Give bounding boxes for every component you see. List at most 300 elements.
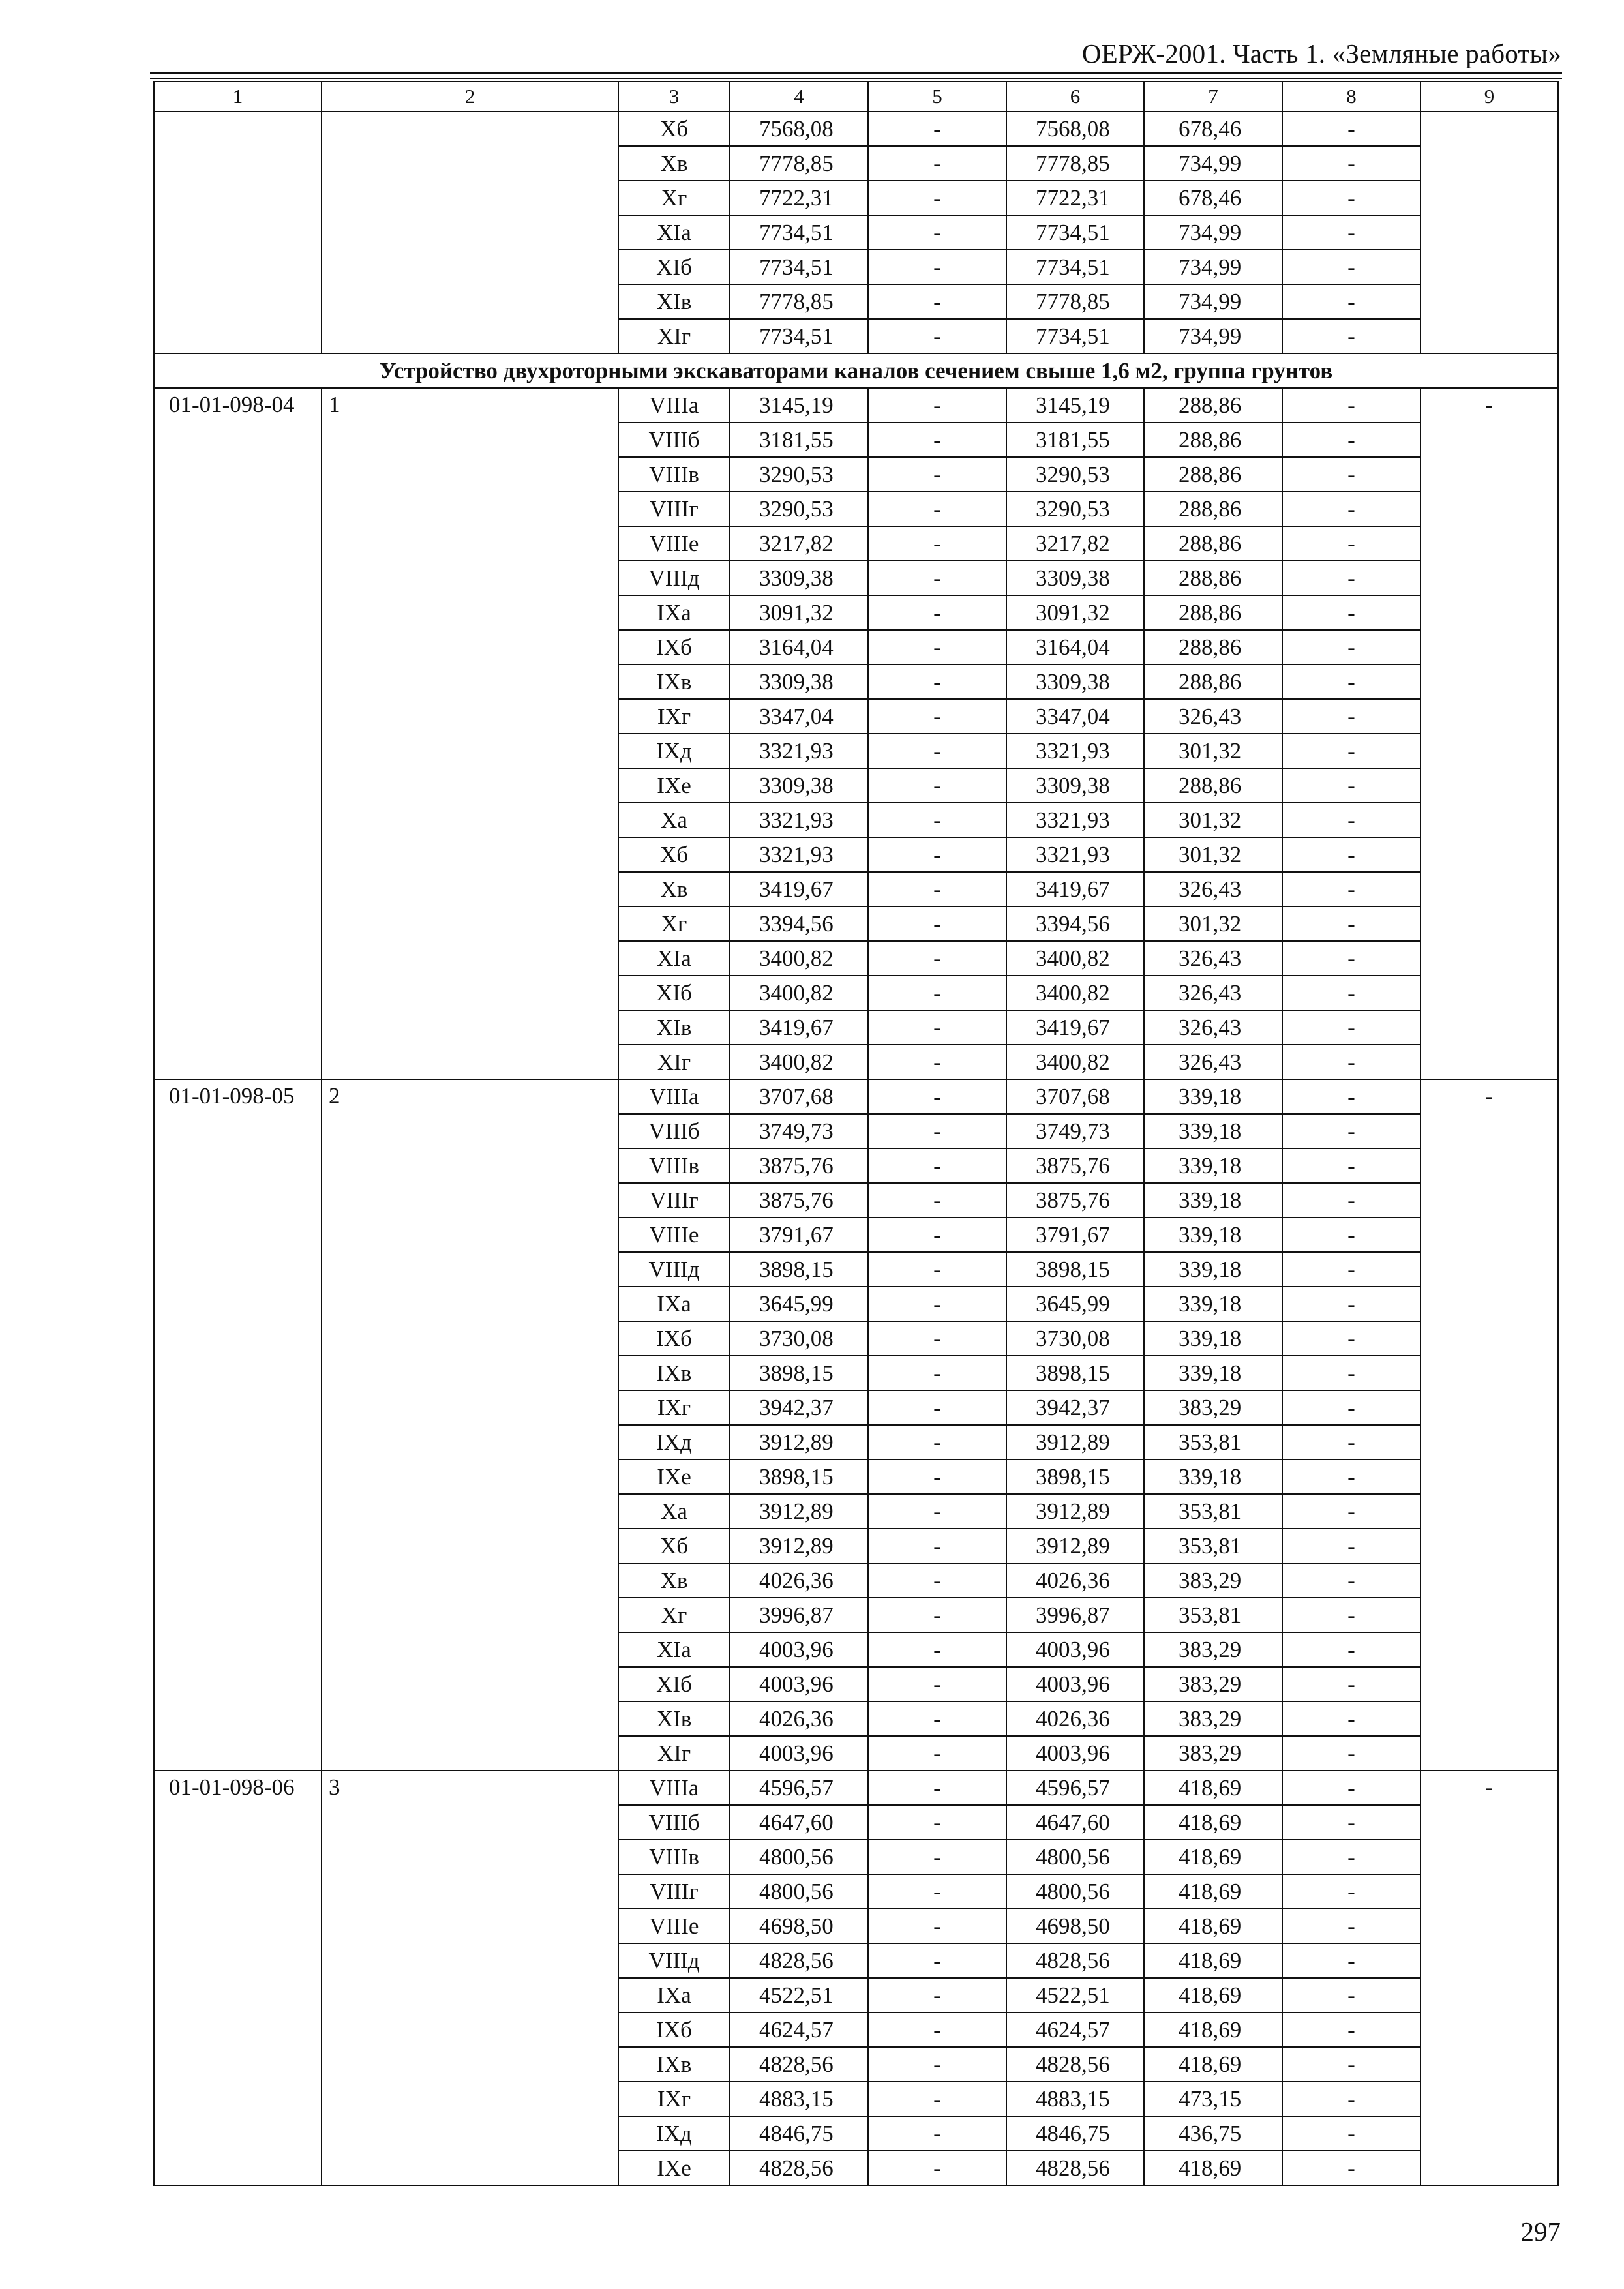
wages-cell: -: [868, 734, 1006, 768]
total-cost-cell: 3707,68: [730, 1079, 868, 1114]
materials-cell: -: [1282, 1632, 1421, 1667]
total-cost-cell: 3419,67: [730, 1010, 868, 1045]
wages-cell: -: [868, 1701, 1006, 1736]
machine-cost-cell: 4026,36: [1006, 1563, 1144, 1598]
soil-group-cell: VIIIд: [618, 1943, 730, 1978]
machine-wages-cell: 734,99: [1144, 284, 1282, 319]
soil-group-cell: IXа: [618, 1287, 730, 1321]
machine-wages-cell: 301,32: [1144, 803, 1282, 837]
total-cost-cell: 7778,85: [730, 146, 868, 181]
soil-group-cell: Xб: [618, 1529, 730, 1563]
soil-group-cell: IXб: [618, 630, 730, 665]
machine-wages-cell: 418,69: [1144, 2047, 1282, 2082]
total-cost-cell: 3645,99: [730, 1287, 868, 1321]
wages-cell: -: [868, 803, 1006, 837]
machine-wages-cell: 339,18: [1144, 1287, 1282, 1321]
machine-cost-cell: 4883,15: [1006, 2082, 1144, 2116]
total-cost-cell: 4647,60: [730, 1805, 868, 1840]
soil-group-cell: VIIIв: [618, 457, 730, 492]
total-cost-cell: 4624,57: [730, 2012, 868, 2047]
labor-cell: -: [1421, 388, 1558, 1079]
machine-wages-cell: 288,86: [1144, 492, 1282, 526]
total-cost-cell: 3912,89: [730, 1425, 868, 1459]
wages-cell: -: [868, 1218, 1006, 1252]
total-cost-cell: 4800,56: [730, 1874, 868, 1909]
materials-cell: -: [1282, 1045, 1421, 1079]
soil-group-cell: VIIIв: [618, 1840, 730, 1874]
machine-wages-cell: 339,18: [1144, 1183, 1282, 1218]
soil-group-cell: IXе: [618, 1459, 730, 1494]
wages-cell: -: [868, 319, 1006, 353]
rate-number-cell: 1: [322, 388, 618, 1079]
wages-cell: -: [868, 1114, 1006, 1148]
materials-cell: -: [1282, 1010, 1421, 1045]
machine-cost-cell: 3309,38: [1006, 768, 1144, 803]
total-cost-cell: 3217,82: [730, 526, 868, 561]
machine-wages-cell: 353,81: [1144, 1425, 1282, 1459]
machine-cost-cell: 3321,93: [1006, 803, 1144, 837]
soil-group-cell: VIIIг: [618, 1874, 730, 1909]
machine-wages-cell: 383,29: [1144, 1667, 1282, 1701]
machine-wages-cell: 326,43: [1144, 941, 1282, 976]
machine-cost-cell: 3347,04: [1006, 699, 1144, 734]
machine-cost-cell: 4800,56: [1006, 1874, 1144, 1909]
total-cost-cell: 3347,04: [730, 699, 868, 734]
total-cost-cell: 3309,38: [730, 561, 868, 595]
soil-group-cell: IXв: [618, 2047, 730, 2082]
wages-cell: -: [868, 837, 1006, 872]
machine-cost-cell: 3875,76: [1006, 1183, 1144, 1218]
materials-cell: -: [1282, 699, 1421, 734]
machine-cost-cell: 7722,31: [1006, 181, 1144, 215]
machine-cost-cell: 3164,04: [1006, 630, 1144, 665]
materials-cell: -: [1282, 1563, 1421, 1598]
materials-cell: -: [1282, 284, 1421, 319]
soil-group-cell: VIIIб: [618, 423, 730, 457]
wages-cell: -: [868, 1978, 1006, 2012]
wages-cell: -: [868, 1010, 1006, 1045]
machine-cost-cell: 3645,99: [1006, 1287, 1144, 1321]
soil-group-cell: VIIIа: [618, 1079, 730, 1114]
materials-cell: -: [1282, 941, 1421, 976]
wages-cell: -: [868, 1632, 1006, 1667]
machine-wages-cell: 339,18: [1144, 1218, 1282, 1252]
total-cost-cell: 3400,82: [730, 1045, 868, 1079]
wages-cell: -: [868, 1390, 1006, 1425]
wages-cell: -: [868, 872, 1006, 906]
materials-cell: -: [1282, 1771, 1421, 1805]
total-cost-cell: 3875,76: [730, 1148, 868, 1183]
machine-wages-cell: 339,18: [1144, 1356, 1282, 1390]
rate-number-cell: [322, 112, 618, 353]
machine-cost-cell: 3791,67: [1006, 1218, 1144, 1252]
machine-wages-cell: 353,81: [1144, 1529, 1282, 1563]
total-cost-cell: 3898,15: [730, 1356, 868, 1390]
materials-cell: -: [1282, 1148, 1421, 1183]
machine-cost-cell: 3321,93: [1006, 837, 1144, 872]
materials-cell: -: [1282, 1183, 1421, 1218]
materials-cell: -: [1282, 1840, 1421, 1874]
wages-cell: -: [868, 1079, 1006, 1114]
machine-wages-cell: 339,18: [1144, 1252, 1282, 1287]
wages-cell: -: [868, 1736, 1006, 1771]
materials-cell: -: [1282, 2012, 1421, 2047]
machine-wages-cell: 339,18: [1144, 1079, 1282, 1114]
total-cost-cell: 4522,51: [730, 1978, 868, 2012]
materials-cell: -: [1282, 630, 1421, 665]
wages-cell: -: [868, 526, 1006, 561]
machine-cost-cell: 3749,73: [1006, 1114, 1144, 1148]
materials-cell: -: [1282, 1252, 1421, 1287]
materials-cell: -: [1282, 1079, 1421, 1114]
machine-wages-cell: 326,43: [1144, 699, 1282, 734]
total-cost-cell: 4828,56: [730, 1943, 868, 1978]
wages-cell: -: [868, 2116, 1006, 2151]
machine-wages-cell: 288,86: [1144, 595, 1282, 630]
soil-group-cell: XIв: [618, 1701, 730, 1736]
wages-cell: -: [868, 1148, 1006, 1183]
soil-group-cell: IXа: [618, 595, 730, 630]
machine-wages-cell: 339,18: [1144, 1114, 1282, 1148]
total-cost-cell: 3898,15: [730, 1459, 868, 1494]
machine-cost-cell: 4003,96: [1006, 1667, 1144, 1701]
wages-cell: -: [868, 2012, 1006, 2047]
machine-cost-cell: 3145,19: [1006, 388, 1144, 423]
machine-cost-cell: 3400,82: [1006, 1045, 1144, 1079]
machine-wages-cell: 383,29: [1144, 1632, 1282, 1667]
soil-group-cell: Xв: [618, 146, 730, 181]
materials-cell: -: [1282, 768, 1421, 803]
total-cost-cell: 3912,89: [730, 1529, 868, 1563]
materials-cell: -: [1282, 1736, 1421, 1771]
soil-group-cell: VIIIб: [618, 1805, 730, 1840]
soil-group-cell: IXе: [618, 2151, 730, 2185]
machine-wages-cell: 678,46: [1144, 181, 1282, 215]
total-cost-cell: 4883,15: [730, 2082, 868, 2116]
machine-wages-cell: 678,46: [1144, 112, 1282, 146]
materials-cell: -: [1282, 665, 1421, 699]
wages-cell: -: [868, 112, 1006, 146]
wages-cell: -: [868, 1909, 1006, 1943]
wages-cell: -: [868, 457, 1006, 492]
wages-cell: -: [868, 941, 1006, 976]
materials-cell: -: [1282, 1978, 1421, 2012]
header-rule: [150, 72, 1562, 74]
total-cost-cell: 4003,96: [730, 1667, 868, 1701]
machine-wages-cell: 326,43: [1144, 872, 1282, 906]
soil-group-cell: VIIIе: [618, 1218, 730, 1252]
total-cost-cell: 7778,85: [730, 284, 868, 319]
soil-group-cell: Xг: [618, 906, 730, 941]
machine-cost-cell: 3730,08: [1006, 1321, 1144, 1356]
soil-group-cell: VIIIб: [618, 1114, 730, 1148]
rate-code-cell: [154, 112, 322, 353]
section-title: Устройство двухроторными экскаваторами каналов сечением свыше 1,6 м2, группа грунтов: [154, 353, 1558, 388]
soil-group-cell: VIIIе: [618, 526, 730, 561]
machine-cost-cell: 3394,56: [1006, 906, 1144, 941]
soil-group-cell: VIIIе: [618, 1909, 730, 1943]
wages-cell: -: [868, 1045, 1006, 1079]
total-cost-cell: 3145,19: [730, 388, 868, 423]
soil-group-cell: VIIIв: [618, 1148, 730, 1183]
column-number-cell: 6: [1006, 82, 1144, 112]
column-number-row: [154, 82, 1558, 112]
machine-cost-cell: 4846,75: [1006, 2116, 1144, 2151]
machine-cost-cell: 3898,15: [1006, 1356, 1144, 1390]
soil-group-cell: Xа: [618, 803, 730, 837]
machine-wages-cell: 734,99: [1144, 250, 1282, 284]
soil-group-cell: XIб: [618, 250, 730, 284]
wages-cell: -: [868, 1840, 1006, 1874]
soil-group-cell: VIIIг: [618, 492, 730, 526]
wages-cell: -: [868, 1598, 1006, 1632]
materials-cell: -: [1282, 1321, 1421, 1356]
total-cost-cell: 3309,38: [730, 768, 868, 803]
table-row: [154, 1771, 1558, 1805]
wages-cell: -: [868, 492, 1006, 526]
rate-code-cell: 01-01-098-05: [154, 1079, 322, 1771]
total-cost-cell: 7734,51: [730, 319, 868, 353]
wages-cell: -: [868, 630, 1006, 665]
materials-cell: -: [1282, 2082, 1421, 2116]
wages-cell: -: [868, 1494, 1006, 1529]
wages-cell: -: [868, 1183, 1006, 1218]
soil-group-cell: XIг: [618, 1736, 730, 1771]
machine-wages-cell: 288,86: [1144, 665, 1282, 699]
column-number-cell: 4: [730, 82, 868, 112]
total-cost-cell: 3419,67: [730, 872, 868, 906]
materials-cell: -: [1282, 976, 1421, 1010]
soil-group-cell: IXд: [618, 734, 730, 768]
machine-wages-cell: 288,86: [1144, 388, 1282, 423]
materials-cell: -: [1282, 595, 1421, 630]
soil-group-cell: XIа: [618, 1632, 730, 1667]
rate-code-cell: 01-01-098-04: [154, 388, 322, 1079]
materials-cell: -: [1282, 492, 1421, 526]
materials-cell: -: [1282, 1494, 1421, 1529]
total-cost-cell: 7734,51: [730, 250, 868, 284]
machine-cost-cell: 4828,56: [1006, 2047, 1144, 2082]
soil-group-cell: VIIIа: [618, 388, 730, 423]
total-cost-cell: 4828,56: [730, 2047, 868, 2082]
rates-table: [153, 81, 1559, 2186]
materials-cell: -: [1282, 1287, 1421, 1321]
wages-cell: -: [868, 1667, 1006, 1701]
machine-cost-cell: 4596,57: [1006, 1771, 1144, 1805]
total-cost-cell: 3730,08: [730, 1321, 868, 1356]
machine-wages-cell: 288,86: [1144, 457, 1282, 492]
machine-wages-cell: 418,69: [1144, 1943, 1282, 1978]
machine-cost-cell: 3309,38: [1006, 665, 1144, 699]
machine-wages-cell: 418,69: [1144, 1874, 1282, 1909]
soil-group-cell: XIг: [618, 319, 730, 353]
rate-number-cell: 3: [322, 1771, 618, 2185]
machine-cost-cell: 4003,96: [1006, 1736, 1144, 1771]
machine-wages-cell: 418,69: [1144, 1771, 1282, 1805]
wages-cell: -: [868, 1356, 1006, 1390]
machine-cost-cell: 3419,67: [1006, 872, 1144, 906]
machine-cost-cell: 4522,51: [1006, 1978, 1144, 2012]
column-number-cell: 8: [1282, 82, 1421, 112]
wages-cell: -: [868, 1252, 1006, 1287]
machine-cost-cell: 3290,53: [1006, 492, 1144, 526]
machine-wages-cell: 326,43: [1144, 1010, 1282, 1045]
total-cost-cell: 4846,75: [730, 2116, 868, 2151]
wages-cell: -: [868, 1874, 1006, 1909]
soil-group-cell: XIб: [618, 976, 730, 1010]
materials-cell: -: [1282, 1114, 1421, 1148]
machine-cost-cell: 3091,32: [1006, 595, 1144, 630]
soil-group-cell: IXг: [618, 1390, 730, 1425]
machine-wages-cell: 734,99: [1144, 146, 1282, 181]
machine-cost-cell: 4026,36: [1006, 1701, 1144, 1736]
machine-wages-cell: 326,43: [1144, 1045, 1282, 1079]
soil-group-cell: IXд: [618, 2116, 730, 2151]
materials-cell: -: [1282, 1943, 1421, 1978]
machine-cost-cell: 3942,37: [1006, 1390, 1144, 1425]
wages-cell: -: [868, 215, 1006, 250]
total-cost-cell: 3996,87: [730, 1598, 868, 1632]
rate-number-cell: 2: [322, 1079, 618, 1771]
total-cost-cell: 4596,57: [730, 1771, 868, 1805]
table-row: [154, 388, 1558, 423]
machine-wages-cell: 339,18: [1144, 1148, 1282, 1183]
materials-cell: -: [1282, 423, 1421, 457]
machine-wages-cell: 418,69: [1144, 1805, 1282, 1840]
soil-group-cell: VIIIд: [618, 561, 730, 595]
machine-cost-cell: 4003,96: [1006, 1632, 1144, 1667]
machine-cost-cell: 7778,85: [1006, 146, 1144, 181]
wages-cell: -: [868, 906, 1006, 941]
materials-cell: -: [1282, 1701, 1421, 1736]
wages-cell: -: [868, 1805, 1006, 1840]
labor-cell: -: [1421, 1079, 1558, 1771]
wages-cell: -: [868, 1459, 1006, 1494]
page-number: 297: [1520, 2217, 1561, 2247]
machine-cost-cell: 4828,56: [1006, 1943, 1144, 1978]
total-cost-cell: 3749,73: [730, 1114, 868, 1148]
soil-group-cell: Xг: [618, 181, 730, 215]
machine-cost-cell: 3309,38: [1006, 561, 1144, 595]
soil-group-cell: IXб: [618, 2012, 730, 2047]
total-cost-cell: 3400,82: [730, 941, 868, 976]
total-cost-cell: 7734,51: [730, 215, 868, 250]
total-cost-cell: 3164,04: [730, 630, 868, 665]
soil-group-cell: XIг: [618, 1045, 730, 1079]
wages-cell: -: [868, 1563, 1006, 1598]
materials-cell: -: [1282, 837, 1421, 872]
page-header-title: ОЕРЖ-2001. Часть 1. «Земляные работы»: [1081, 38, 1561, 68]
materials-cell: -: [1282, 1356, 1421, 1390]
table-row: [154, 1079, 1558, 1114]
soil-group-cell: Xг: [618, 1598, 730, 1632]
materials-cell: -: [1282, 388, 1421, 423]
materials-cell: -: [1282, 146, 1421, 181]
soil-group-cell: IXа: [618, 1978, 730, 2012]
materials-cell: -: [1282, 1390, 1421, 1425]
machine-wages-cell: 383,29: [1144, 1390, 1282, 1425]
total-cost-cell: 3394,56: [730, 906, 868, 941]
soil-group-cell: Xа: [618, 1494, 730, 1529]
total-cost-cell: 3321,93: [730, 837, 868, 872]
total-cost-cell: 3898,15: [730, 1252, 868, 1287]
materials-cell: -: [1282, 1909, 1421, 1943]
soil-group-cell: IXг: [618, 699, 730, 734]
machine-wages-cell: 383,29: [1144, 1701, 1282, 1736]
soil-group-cell: VIIIг: [618, 1183, 730, 1218]
total-cost-cell: 3791,67: [730, 1218, 868, 1252]
machine-cost-cell: 7734,51: [1006, 250, 1144, 284]
column-number-cell: 7: [1144, 82, 1282, 112]
machine-wages-cell: 288,86: [1144, 561, 1282, 595]
wages-cell: -: [868, 561, 1006, 595]
machine-cost-cell: 3707,68: [1006, 1079, 1144, 1114]
materials-cell: -: [1282, 1598, 1421, 1632]
total-cost-cell: 7722,31: [730, 181, 868, 215]
machine-cost-cell: 3875,76: [1006, 1148, 1144, 1183]
materials-cell: -: [1282, 1459, 1421, 1494]
total-cost-cell: 4828,56: [730, 2151, 868, 2185]
machine-wages-cell: 418,69: [1144, 1909, 1282, 1943]
machine-wages-cell: 301,32: [1144, 906, 1282, 941]
wages-cell: -: [868, 423, 1006, 457]
wages-cell: -: [868, 2151, 1006, 2185]
machine-cost-cell: 7734,51: [1006, 215, 1144, 250]
materials-cell: -: [1282, 1874, 1421, 1909]
wages-cell: -: [868, 1425, 1006, 1459]
soil-group-cell: XIв: [618, 1010, 730, 1045]
machine-cost-cell: 3419,67: [1006, 1010, 1144, 1045]
wages-cell: -: [868, 1943, 1006, 1978]
materials-cell: -: [1282, 319, 1421, 353]
total-cost-cell: 3321,93: [730, 734, 868, 768]
total-cost-cell: 3309,38: [730, 665, 868, 699]
soil-group-cell: Xв: [618, 872, 730, 906]
soil-group-cell: VIIIа: [618, 1771, 730, 1805]
column-number-cell: 2: [322, 82, 618, 112]
machine-cost-cell: 3321,93: [1006, 734, 1144, 768]
total-cost-cell: 3290,53: [730, 457, 868, 492]
wages-cell: -: [868, 2047, 1006, 2082]
column-number-cell: 3: [618, 82, 730, 112]
machine-wages-cell: 418,69: [1144, 2012, 1282, 2047]
machine-wages-cell: 288,86: [1144, 630, 1282, 665]
soil-group-cell: XIа: [618, 941, 730, 976]
machine-wages-cell: 288,86: [1144, 423, 1282, 457]
machine-wages-cell: 418,69: [1144, 2151, 1282, 2185]
section-heading-row: [154, 353, 1558, 388]
machine-cost-cell: 3912,89: [1006, 1529, 1144, 1563]
materials-cell: -: [1282, 2047, 1421, 2082]
materials-cell: -: [1282, 561, 1421, 595]
wages-cell: -: [868, 284, 1006, 319]
column-number-cell: 9: [1421, 82, 1558, 112]
wages-cell: -: [868, 2082, 1006, 2116]
machine-wages-cell: 473,15: [1144, 2082, 1282, 2116]
soil-group-cell: Xб: [618, 837, 730, 872]
machine-wages-cell: 353,81: [1144, 1598, 1282, 1632]
soil-group-cell: IXв: [618, 1356, 730, 1390]
total-cost-cell: 3400,82: [730, 976, 868, 1010]
soil-group-cell: IXд: [618, 1425, 730, 1459]
wages-cell: -: [868, 1529, 1006, 1563]
wages-cell: -: [868, 1321, 1006, 1356]
wages-cell: -: [868, 768, 1006, 803]
materials-cell: -: [1282, 734, 1421, 768]
wages-cell: -: [868, 388, 1006, 423]
labor-cell: [1421, 112, 1558, 353]
column-number-cell: 5: [868, 82, 1006, 112]
